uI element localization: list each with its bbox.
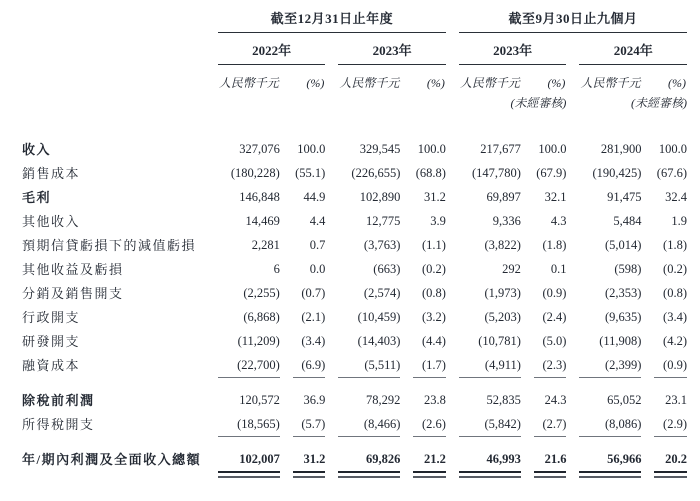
cell-percent — [534, 441, 567, 482]
cell-value: 46,993 — [486, 452, 521, 466]
cell-amount — [459, 382, 521, 413]
cell-amount — [338, 162, 400, 186]
cell-amount — [338, 382, 400, 413]
cell-percent — [534, 306, 567, 330]
cell-value: (3.2) — [421, 310, 446, 324]
cell-value: 24.3 — [544, 393, 567, 407]
cell-amount — [218, 441, 280, 482]
cell-percent — [534, 162, 567, 186]
cell-amount — [579, 382, 641, 413]
cell-amount — [579, 306, 641, 330]
cell-value: (663) — [373, 262, 401, 276]
cell-amount — [338, 354, 400, 382]
header-spacer — [22, 8, 205, 33]
cell-amount — [579, 330, 641, 354]
cell-amount — [579, 441, 641, 482]
subtotal-rule — [413, 436, 446, 437]
cell-value: (8,466) — [363, 417, 401, 431]
cell-value: 56,966 — [607, 452, 642, 466]
percent-label: (%) — [547, 76, 566, 90]
cell-amount — [459, 413, 521, 441]
cell-percent — [293, 162, 326, 186]
year-header-2023-9m: 2023年 — [459, 33, 567, 65]
cell-value: (2.3) — [542, 358, 567, 372]
cell-value: (2,255) — [243, 286, 280, 300]
cell-amount — [579, 186, 641, 210]
table-header — [22, 8, 687, 138]
cell-amount — [218, 210, 280, 234]
year-header-2024-9m: 2024年 — [579, 33, 687, 65]
cell-percent — [654, 382, 687, 413]
cell-value: 281,900 — [600, 142, 642, 156]
cell-percent — [413, 382, 446, 413]
row-label: 分銷及銷售開支 — [22, 286, 124, 301]
header-spacer — [22, 33, 205, 65]
cell-amount — [218, 382, 280, 413]
cell-value: (5,511) — [364, 358, 401, 372]
subtotal-rule — [579, 377, 641, 378]
row-label: 收入 — [22, 142, 52, 157]
cell-value: (11,209) — [237, 334, 280, 348]
subtotal-rule — [459, 436, 521, 437]
cell-value: 21.6 — [544, 452, 567, 466]
cell-value: 100.0 — [297, 142, 326, 156]
cell-amount — [459, 258, 521, 282]
unit-label: 人民幣千元 — [218, 76, 279, 90]
cell-value: 69,826 — [365, 452, 401, 466]
cell-value: (147,780) — [471, 166, 521, 180]
cell-value: (55.1) — [295, 166, 326, 180]
cell-value: 91,475 — [607, 190, 642, 204]
percent-label: (%) — [668, 76, 686, 90]
cell-value: (0.2) — [421, 262, 446, 276]
subtotal-rule — [293, 377, 326, 378]
cell-percent — [534, 234, 567, 258]
cell-amount — [579, 354, 641, 382]
cell-percent — [654, 186, 687, 210]
unaudited-label: (未經審核) — [510, 96, 567, 110]
cell-percent — [293, 413, 326, 441]
cell-percent — [293, 234, 326, 258]
cell-value: (6.9) — [301, 358, 326, 372]
cell-amount — [459, 138, 521, 162]
cell-percent — [413, 330, 446, 354]
cell-value: (0.7) — [301, 286, 326, 300]
cell-value: (2,399) — [605, 358, 642, 372]
cell-value: 4.4 — [309, 214, 326, 228]
total-double-rule — [293, 471, 326, 478]
cell-amount — [579, 413, 641, 441]
cell-value: 0.7 — [309, 238, 326, 252]
cell-percent — [654, 138, 687, 162]
percent-label: (%) — [306, 76, 325, 90]
cell-value: 52,835 — [486, 393, 521, 407]
cell-value: 44.9 — [303, 190, 326, 204]
cell-value: 23.1 — [665, 393, 687, 407]
cell-percent — [534, 382, 567, 413]
cell-value: 12,775 — [365, 214, 401, 228]
cell-amount — [338, 258, 400, 282]
cell-percent — [413, 210, 446, 234]
cell-percent — [534, 282, 567, 306]
cell-amount — [218, 413, 280, 441]
year-header-2022: 2022年 — [218, 33, 326, 65]
total-double-rule — [579, 471, 641, 478]
unaudited-header-row — [22, 93, 687, 138]
cell-value: (5.7) — [301, 417, 326, 431]
subtotal-rule — [293, 436, 326, 437]
cell-amount — [579, 138, 641, 162]
cell-value: (68.8) — [415, 166, 446, 180]
row-label: 所得稅開支 — [22, 417, 95, 432]
cell-amount — [579, 234, 641, 258]
total-double-rule — [534, 471, 567, 478]
percent-label: (%) — [426, 76, 445, 90]
cell-value: 3.9 — [430, 214, 446, 228]
cell-amount — [218, 162, 280, 186]
cell-percent — [534, 354, 567, 382]
cell-value: (5,203) — [484, 310, 521, 324]
cell-amount — [459, 210, 521, 234]
cell-value: (2,353) — [605, 286, 642, 300]
table-row — [22, 258, 687, 282]
subtotal-rule — [413, 377, 446, 378]
cell-amount — [459, 186, 521, 210]
subtotal-rule — [654, 436, 687, 437]
cell-percent — [293, 138, 326, 162]
cell-value: (2.4) — [542, 310, 567, 324]
cell-amount — [218, 258, 280, 282]
row-label: 融資成本 — [22, 358, 81, 373]
cell-amount — [218, 354, 280, 382]
cell-value: (598) — [614, 262, 642, 276]
cell-percent — [654, 282, 687, 306]
cell-amount — [338, 210, 400, 234]
cell-amount — [338, 138, 400, 162]
cell-percent — [654, 234, 687, 258]
cell-value: (9,635) — [605, 310, 642, 324]
cell-percent — [534, 330, 567, 354]
row-label: 年/期內利潤及全面收入總額 — [22, 452, 202, 467]
table-row — [22, 382, 687, 413]
cell-percent — [293, 186, 326, 210]
table-row — [22, 306, 687, 330]
income-statement-table — [9, 8, 700, 482]
unit-label: 人民幣千元 — [459, 76, 520, 90]
cell-value: (10,781) — [478, 334, 521, 348]
cell-value: 5,484 — [613, 214, 642, 228]
cell-percent — [413, 258, 446, 282]
cell-value: (2,574) — [363, 286, 401, 300]
subtotal-rule — [459, 377, 521, 378]
cell-amount — [459, 441, 521, 482]
cell-value: (1,973) — [484, 286, 521, 300]
row-label: 其他收益及虧損 — [22, 262, 124, 277]
cell-value: 0.0 — [309, 262, 326, 276]
table-row — [22, 210, 687, 234]
subtotal-rule — [338, 377, 400, 378]
row-label: 銷售成本 — [22, 166, 81, 181]
cell-value: (180,228) — [230, 166, 280, 180]
cell-value: (11,908) — [599, 334, 642, 348]
header-spacer — [22, 65, 205, 93]
cell-percent — [413, 413, 446, 441]
cell-value: (226,655) — [351, 166, 401, 180]
cell-percent — [413, 354, 446, 382]
unaudited-label: (未經審核) — [631, 96, 687, 110]
table-row — [22, 441, 687, 482]
cell-amount — [579, 258, 641, 282]
cell-value: 20.2 — [665, 452, 687, 466]
cell-percent — [413, 234, 446, 258]
cell-percent — [293, 354, 326, 382]
row-label: 研發開支 — [22, 334, 81, 349]
cell-amount — [579, 210, 641, 234]
row-label: 預期信貸虧損下的減值虧損 — [22, 238, 197, 253]
total-double-rule — [654, 471, 687, 478]
cell-value: (0.8) — [421, 286, 446, 300]
cell-percent — [654, 162, 687, 186]
cell-value: (0.2) — [663, 262, 687, 276]
row-label: 其他收入 — [22, 214, 81, 229]
cell-value: 1.9 — [671, 214, 687, 228]
cell-amount — [459, 306, 521, 330]
cell-value: 2,281 — [251, 238, 280, 252]
cell-value: (3,822) — [484, 238, 521, 252]
cell-percent — [413, 306, 446, 330]
cell-value: 100.0 — [538, 142, 567, 156]
cell-value: (18,565) — [237, 417, 280, 431]
cell-value: (1.8) — [542, 238, 567, 252]
cell-amount — [338, 413, 400, 441]
subtotal-rule — [534, 436, 567, 437]
cell-value: (0.8) — [663, 286, 687, 300]
cell-value: (2.6) — [421, 417, 446, 431]
year-header-row — [22, 33, 687, 65]
row-label: 除稅前利潤 — [22, 393, 95, 408]
row-label: 行政開支 — [22, 310, 81, 325]
table-row — [22, 354, 687, 382]
cell-percent — [293, 382, 326, 413]
cell-amount — [459, 282, 521, 306]
cell-value: (190,425) — [592, 166, 642, 180]
cell-percent — [293, 306, 326, 330]
header-spacer — [22, 93, 205, 138]
cell-value: 4.3 — [550, 214, 567, 228]
cell-percent — [413, 186, 446, 210]
table-row — [22, 282, 687, 306]
table-body — [22, 138, 687, 482]
table-row — [22, 234, 687, 258]
cell-amount — [218, 234, 280, 258]
cell-amount — [459, 354, 521, 382]
cell-percent — [534, 138, 567, 162]
cell-percent — [413, 138, 446, 162]
cell-value: (3,763) — [363, 238, 401, 252]
cell-percent — [654, 413, 687, 441]
cell-percent — [293, 282, 326, 306]
cell-value: (10,459) — [357, 310, 401, 324]
header-spacer — [338, 93, 446, 138]
cell-percent — [293, 330, 326, 354]
cell-value: (4,911) — [484, 358, 521, 372]
cell-value: (5,842) — [484, 417, 521, 431]
subtotal-rule — [534, 377, 567, 378]
cell-amount — [338, 186, 400, 210]
cell-value: 100.0 — [658, 142, 687, 156]
subtotal-rule — [218, 436, 280, 437]
period-header-nine-months: 截至9月30日止九個月 — [459, 8, 687, 33]
cell-amount — [338, 282, 400, 306]
cell-percent — [293, 210, 326, 234]
cell-percent — [413, 441, 446, 482]
cell-amount — [218, 282, 280, 306]
cell-value: (67.9) — [536, 166, 567, 180]
cell-value: 14,469 — [245, 214, 280, 228]
cell-value: 327,076 — [239, 142, 280, 156]
cell-value: (3.4) — [663, 310, 687, 324]
cell-value: (5,014) — [605, 238, 642, 252]
cell-amount — [218, 186, 280, 210]
period-header-row — [22, 8, 687, 33]
cell-percent — [534, 413, 567, 441]
cell-value: (1.1) — [421, 238, 446, 252]
cell-percent — [654, 210, 687, 234]
cell-value: (2.7) — [542, 417, 567, 431]
cell-value: 31.2 — [424, 190, 446, 204]
unit-label: 人民幣千元 — [580, 76, 641, 90]
cell-value: 23.8 — [424, 393, 446, 407]
cell-percent — [293, 441, 326, 482]
cell-value: 69,897 — [486, 190, 521, 204]
cell-value: (4.4) — [421, 334, 446, 348]
cell-value: 78,292 — [365, 393, 401, 407]
cell-percent — [654, 441, 687, 482]
cell-amount — [338, 306, 400, 330]
cell-value: 217,677 — [480, 142, 521, 156]
cell-value: (3.4) — [301, 334, 326, 348]
table-row — [22, 186, 687, 210]
cell-value: 102,007 — [239, 452, 280, 466]
unit-label: 人民幣千元 — [339, 76, 400, 90]
cell-percent — [413, 282, 446, 306]
cell-value: 329,545 — [359, 142, 401, 156]
cell-percent — [654, 330, 687, 354]
cell-value: 32.1 — [544, 190, 567, 204]
subtotal-rule — [218, 377, 280, 378]
cell-value: (1.8) — [663, 238, 687, 252]
year-header-2023: 2023年 — [338, 33, 446, 65]
cell-value: (8,086) — [605, 417, 642, 431]
cell-value: (67.6) — [656, 166, 687, 180]
cell-value: 21.2 — [424, 452, 446, 466]
cell-percent — [534, 186, 567, 210]
cell-value: 120,572 — [239, 393, 280, 407]
cell-value: (14,403) — [357, 334, 401, 348]
cell-amount — [218, 306, 280, 330]
cell-value: 100.0 — [417, 142, 446, 156]
cell-value: (2.1) — [301, 310, 326, 324]
cell-value: 9,336 — [492, 214, 521, 228]
cell-value: 36.9 — [303, 393, 326, 407]
cell-value: (22,700) — [237, 358, 280, 372]
cell-amount — [338, 441, 400, 482]
row-label: 毛利 — [22, 190, 52, 205]
table-row — [22, 162, 687, 186]
cell-value: (1.7) — [421, 358, 446, 372]
cell-value: (5.0) — [542, 334, 567, 348]
cell-value: 146,848 — [239, 190, 280, 204]
cell-value: (4.2) — [663, 334, 687, 348]
cell-percent — [654, 354, 687, 382]
cell-value: (6,868) — [243, 310, 280, 324]
cell-value: 6 — [273, 262, 280, 276]
cell-value: 65,052 — [607, 393, 642, 407]
cell-value: 32.4 — [665, 190, 687, 204]
cell-percent — [413, 162, 446, 186]
total-double-rule — [218, 471, 280, 478]
subtotal-rule — [654, 377, 687, 378]
table-row — [22, 138, 687, 162]
cell-value: (2.9) — [663, 417, 687, 431]
total-double-rule — [459, 471, 521, 478]
cell-amount — [338, 234, 400, 258]
cell-value: 292 — [502, 262, 521, 276]
cell-value: 0.1 — [550, 262, 567, 276]
cell-amount — [218, 138, 280, 162]
cell-percent — [534, 258, 567, 282]
cell-amount — [338, 330, 400, 354]
table-row — [22, 413, 687, 441]
period-header-annual: 截至12月31日止年度 — [218, 8, 446, 33]
cell-percent — [654, 306, 687, 330]
cell-amount — [459, 162, 521, 186]
cell-value: (0.9) — [542, 286, 567, 300]
cell-value: (0.9) — [663, 358, 687, 372]
cell-amount — [218, 330, 280, 354]
cell-amount — [459, 330, 521, 354]
subtotal-rule — [579, 436, 641, 437]
total-double-rule — [338, 471, 400, 478]
cell-amount — [459, 234, 521, 258]
header-spacer — [218, 93, 326, 138]
unit-header-row — [22, 65, 687, 93]
total-double-rule — [413, 471, 446, 478]
cell-amount — [579, 162, 641, 186]
subtotal-rule — [338, 436, 400, 437]
cell-value: 102,890 — [359, 190, 401, 204]
cell-percent — [654, 258, 687, 282]
table-row — [22, 330, 687, 354]
cell-percent — [293, 258, 326, 282]
cell-percent — [534, 210, 567, 234]
cell-amount — [579, 282, 641, 306]
cell-value: 31.2 — [303, 452, 326, 466]
